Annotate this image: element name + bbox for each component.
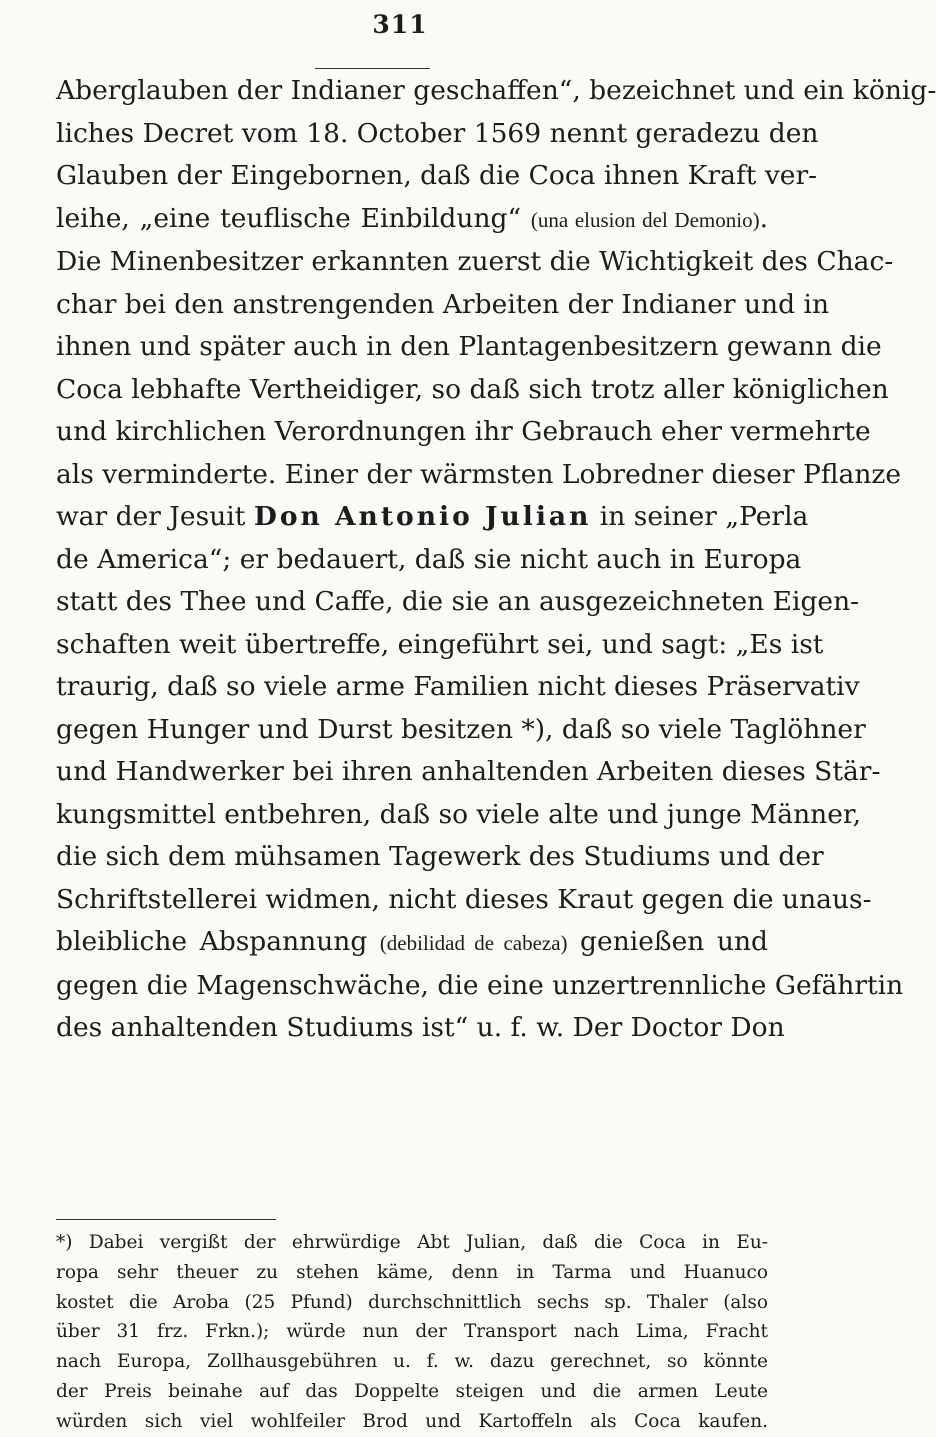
text-line: leihe, „eine teuflische Einbildung“ (una elusion del Demonio). <box>56 202 768 234</box>
text-line: Aberglauben der Indianer geschaffen“, bezeichnet und ein könig- <box>56 75 936 106</box>
footnote-line: der Preis beinahe auf das Doppelte steigen und die armen Leute <box>56 1380 768 1402</box>
text-line: de America“; er bedauert, daß sie nicht auch in Europa <box>56 543 802 575</box>
text-line: Die Minenbesitzer erkannten zuerst die Wichtigkeit des Chac- <box>56 246 894 277</box>
text-line: war der Jesuit Don Antonio Julian in seiner „Perla <box>56 501 809 532</box>
text-line: gegen die Magenschwäche, die eine unzertrennliche Gefährtin <box>56 969 904 1001</box>
footnote-line: *) Dabei vergißt der ehrwürdige Abt Julian, daß die Coca in Eu- <box>56 1232 768 1253</box>
body-text <box>56 70 936 1050</box>
footnote <box>56 1228 768 1437</box>
latin-phrase: (debilidad de cabeza) <box>379 931 568 955</box>
text-line: traurig, daß so viele arme Familien nicht dieses Präservativ <box>56 671 860 702</box>
text-line: schaften weit übertreffe, eingeführt sei, und sagt: „Es ist <box>56 628 824 660</box>
text-line: ihnen und später auch in den Plantagenbesitzern gewann die <box>56 331 882 362</box>
text-line: bleibliche Abspannung (debilidad de cabeza) genießen und <box>56 926 768 957</box>
text-line: kungsmittel entbehren, daß so viele alte und junge Männer, <box>56 798 862 830</box>
text-line: die sich dem mühsamen Tagewerk des Studiums und der <box>56 841 824 872</box>
spaced-name: Don Antonio Julian <box>253 501 592 532</box>
page-number: 311 <box>372 10 428 39</box>
text-line: und Handwerker bei ihren anhaltenden Arbeiten dieses Stär- <box>56 756 881 787</box>
text-line: und kirchlichen Verordnungen ihr Gebrauch eher vermehrte <box>56 416 871 447</box>
text-line: liches Decret vom 18. October 1569 nennt geradezu den <box>56 117 819 149</box>
header-rule <box>315 68 430 69</box>
latin-phrase: (una elusion del Demonio) <box>530 207 760 232</box>
text-line: statt des Thee und Caffe, die sie an ausgezeichneten Eigen- <box>56 586 860 617</box>
footnote-rule <box>56 1219 276 1220</box>
text-line: gegen Hunger und Durst besitzen *), daß so viele Taglöhner <box>56 713 866 745</box>
footnote-line: kostet die Aroba (25 Pfund) durchschnittlich sechs sp. Thaler (also <box>56 1291 768 1313</box>
text-line: Glauben der Eingebornen, daß die Coca ihnen Kraft ver- <box>56 160 818 191</box>
footnote-line: nach Europa, Zollhausgebühren u. f. w. dazu gerechnet, so könnte <box>56 1351 768 1373</box>
footnote-line: ropa sehr theuer zu stehen käme, denn in Tarma und Huanuco <box>56 1261 768 1283</box>
footnote-line: würden sich viel wohlfeiler Brod und Kartoffeln als Coca kaufen. <box>56 1410 768 1432</box>
text-line: Coca lebhafte Vertheidiger, so daß sich trotz aller königlichen <box>56 373 889 405</box>
text-line: Schriftstellerei widmen, nicht dieses Kraut gegen die unaus- <box>56 883 872 915</box>
text-line: als verminderte. Einer der wärmsten Lobredner dieser Pflanze <box>56 458 902 490</box>
footnote-line: über 31 frz. Frkn.); würde nun der Transport nach Lima, Fracht <box>56 1321 768 1343</box>
text-line: char bei den anstrengenden Arbeiten der Indianer und in <box>56 288 830 320</box>
text-line: des anhaltenden Studiums ist“ u. f. w. Der Doctor Don <box>56 1012 785 1043</box>
